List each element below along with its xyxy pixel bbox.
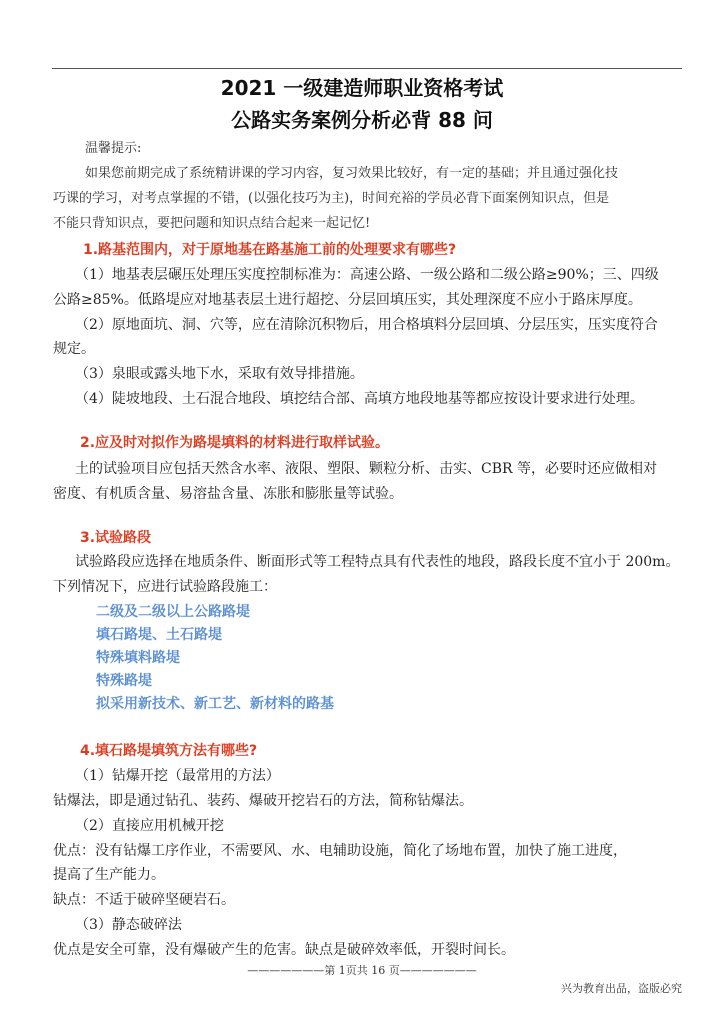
paragraph-line: 钻爆法，即是通过钻孔、装药、爆破开挖岩石的方法，简称钻爆法。 [53,793,473,809]
tip-line: 巧课的学习，对考点掌握的不错，(以强化技巧为主)，时间充裕的学员必背下面案例知识点，但是 [53,191,610,206]
list-item: 填石路堤、土石路堤 [96,627,222,643]
paragraph-line: 密度、有机质含量、易溶盐含量、冻胀和膨胀量等试验。 [53,486,403,502]
tip-label: 温馨提示: [85,141,142,156]
paragraph-line: 试验路段应选择在地质条件、断面形式等工程特点具有代表性的地段，路段长度不宜小于 200m。 [75,554,680,570]
list-item: 二级及二级以上公路路堤 [96,604,250,620]
paragraph-line: （2）直接应用机械开挖 [75,818,224,834]
paragraph-line: 下列情况下，应进行试验路段施工： [53,579,277,595]
question-1-heading: 1.路基范围内，对于原地基在路基施工前的处理要求有哪些? [83,242,457,258]
paragraph-line: （1）地基表层碾压处理压实度控制标准为：高速公路、一级公路和二级公路≥90%；三、四级 [75,267,659,283]
paragraph-line: （4）陡坡地段、土石混合地段、填挖结合部、高填方地段地基等都应按设计要求进行处理。 [75,391,644,407]
paragraph-line: 缺点：不适于破碎坚硬岩石。 [53,892,235,908]
tip-line: 不能只背知识点，要把问题和知识点结合起来一起记忆! [53,216,371,231]
top-rule [52,68,682,69]
list-item: 拟采用新技术、新工艺、新材料的路基 [96,696,334,712]
paragraph-line: （3）静态破碎法 [75,917,182,933]
paragraph-line: 优点是安全可靠，没有爆破产生的危害。缺点是破碎效率低，开裂时间长。 [53,942,515,958]
document-title: 2021 一级建造师职业资格考试 [220,76,504,100]
copyright-notice: 兴为教育出品，盗版必究 [561,982,682,995]
paragraph-line: （2）原地面坑、洞、穴等，应在清除沉积物后，用合格填料分层回填、分层压实，压实度符合 [75,317,658,333]
question-3-heading: 3.试验路段 [80,530,152,546]
list-item: 特殊路堤 [96,673,152,689]
tip-line: 如果您前期完成了系统精讲课的学习内容，复习效果比较好，有一定的基础；并且通过强化技 [85,166,619,181]
paragraph-line: 土的试验项目应包括天然含水率、液限、塑限、颗粒分析、击实、CBR 等，必要时还应做相对 [75,461,657,477]
paragraph-line: 规定。 [53,341,95,357]
page-number: ———————第 1页共 16 页——————— [247,964,477,977]
list-item: 特殊填料路堤 [96,650,180,666]
question-2-heading: 2.应及时对拟作为路堤填料的材料进行取样试验。 [80,435,390,451]
paragraph-line: 提高了生产能力。 [53,867,165,883]
paragraph-line: （1）钻爆开挖（最常用的方法） [75,768,280,784]
paragraph-line: （3）泉眼或露头地下水，采取有效导排措施。 [75,366,364,382]
question-4-heading: 4.填石路堤填筑方法有哪些? [80,743,258,759]
paragraph-line: 公路≥85%。低路堤应对地基表层土进行超挖、分层回填压实，其处理深度不应小于路床厚度。 [53,292,642,308]
paragraph-line: 优点：没有钻爆工序作业，不需要风、水、电辅助设施，简化了场地布置，加快了施工进度， [53,843,627,859]
document-subtitle: 公路实务案例分析必背 88 问 [231,108,493,132]
